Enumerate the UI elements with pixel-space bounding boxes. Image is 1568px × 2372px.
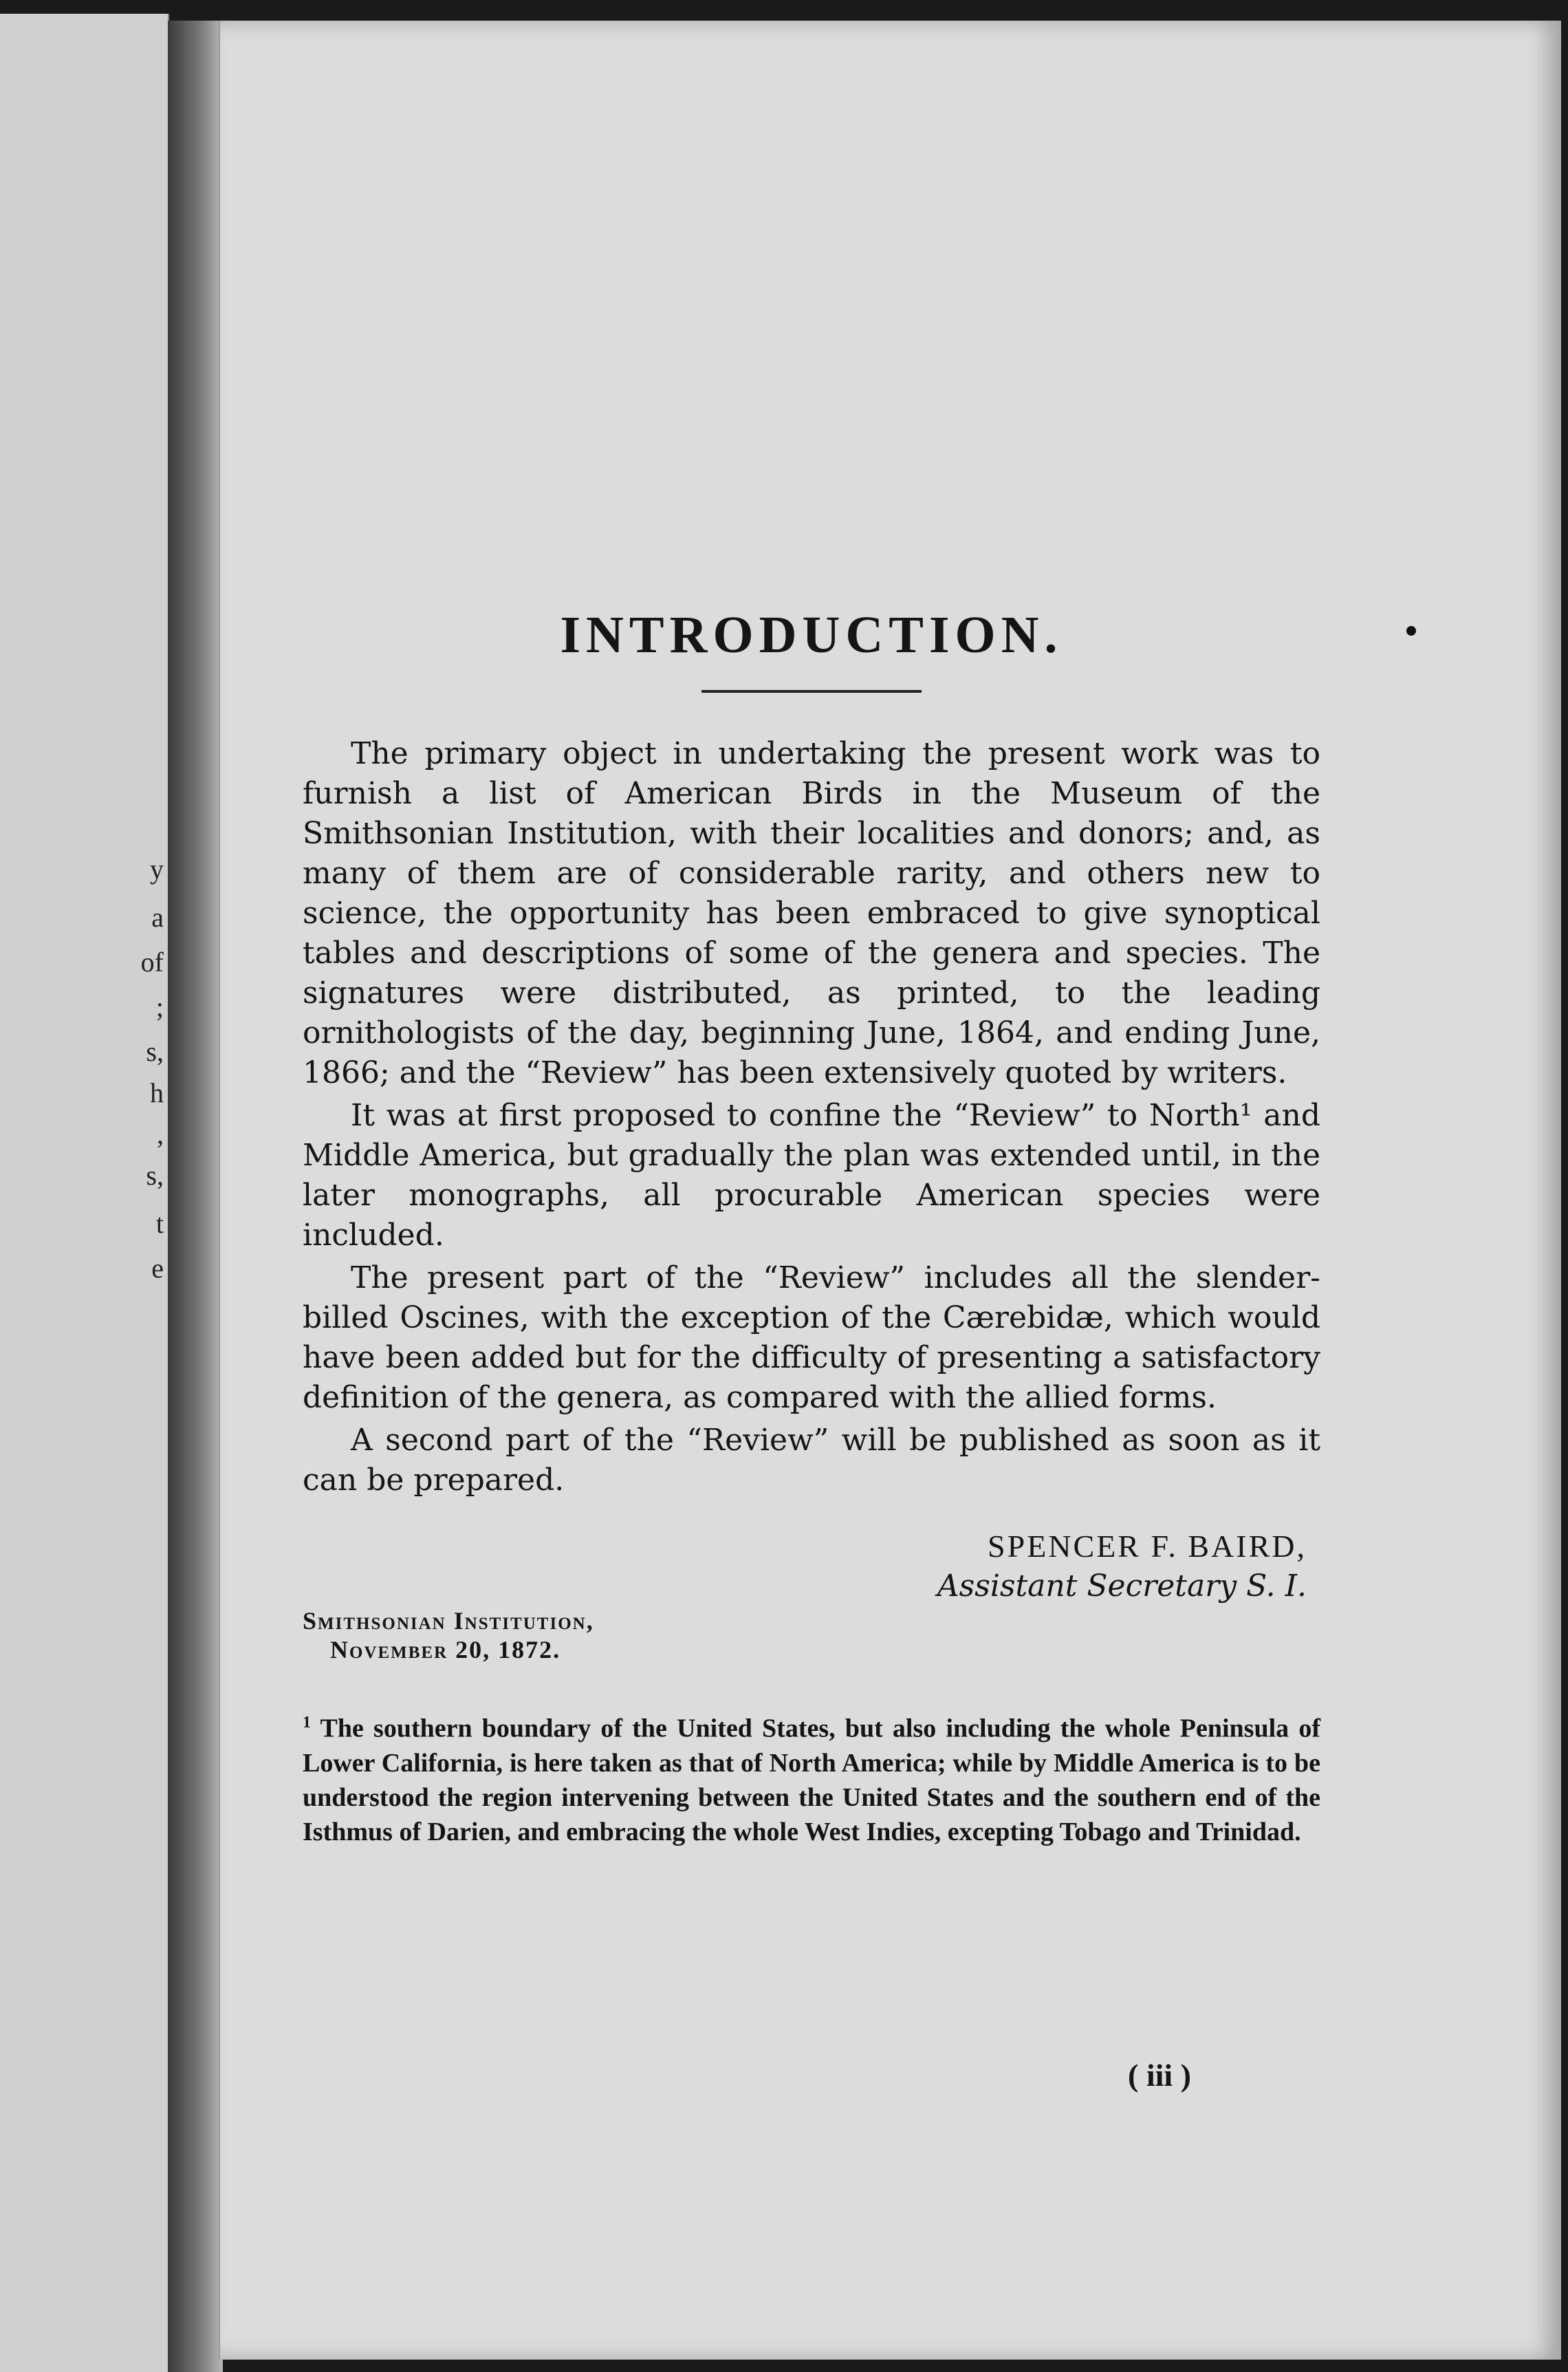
facing-page: [0, 14, 169, 2372]
margin-letter: ;: [155, 991, 164, 1022]
paragraph: The present part of the “Review” includes all the slender-billed Oscines, with the exception of the Cærebidæ, which would have been added but for the difficulty of presenting a satisfactory definition of the genera, as compared with the allied forms.: [303, 1260, 1320, 1415]
paragraph: The primary object in undertaking the present work was to furnish a list of American Birds in the Museum of the Smithsonian Institution, with their localities and donors; and, as many of them are of considerable rarity, and others new to science, the opportunity has been embraced to give synoptical tables and descriptions of some of the genera and species. The signatures were distributed, as printed, to the leading ornithologists of the day, beginning June, 1864, and ending June, 1866; and the “Review” has been extensively quoted by writers.: [303, 736, 1320, 1090]
margin-letter: h: [150, 1077, 164, 1108]
margin-letter: e: [151, 1253, 164, 1284]
dateline: [303, 1606, 1320, 1664]
margin-letter: s,: [146, 1036, 164, 1067]
footnote-text: The southern boundary of the United States, but also including the whole Peninsula of Lower California, is here taken as that of North America; while by Middle America is to be understood the region intervening between the United States and the southern end of the Isthmus of Darien, and embracing the whole West Indies, excepting Tobago and Trinidad.: [303, 1714, 1320, 1846]
title-rule: [701, 690, 922, 693]
paragraph: It was at first proposed to confine the “Review” to North¹ and Middle America, but gradually the plan was extended until, in the later monographs, all procurable American species were included.: [303, 1098, 1320, 1253]
page-content: [303, 605, 1320, 1849]
dateline-place: Smithsonian Institution,: [303, 1607, 594, 1635]
margin-letter: t: [155, 1208, 164, 1239]
book-spine: [168, 21, 223, 2372]
page-title: INTRODUCTION.: [560, 606, 1063, 664]
margin-letter: a: [151, 902, 164, 933]
margin-letter: s,: [146, 1160, 164, 1191]
dateline-date: November 20, 1872.: [330, 1636, 561, 1663]
ink-speck: [1406, 626, 1416, 636]
footnote: [303, 1705, 1320, 1849]
signature-role: Assistant Secretary S. I.: [937, 1568, 1307, 1604]
page-number: ( iii ): [1128, 2058, 1191, 2093]
margin-letter: of: [140, 947, 164, 978]
margin-letter: ,: [157, 1119, 164, 1150]
introduction-body: [303, 734, 1320, 1500]
signature-block: [303, 1528, 1320, 1604]
margin-letter: y: [150, 854, 164, 885]
signature-name: SPENCER F. BAIRD,: [988, 1529, 1307, 1564]
footnote-mark: 1: [303, 1714, 311, 1732]
paragraph: A second part of the “Review” will be published as soon as it can be prepared.: [303, 1423, 1320, 1498]
